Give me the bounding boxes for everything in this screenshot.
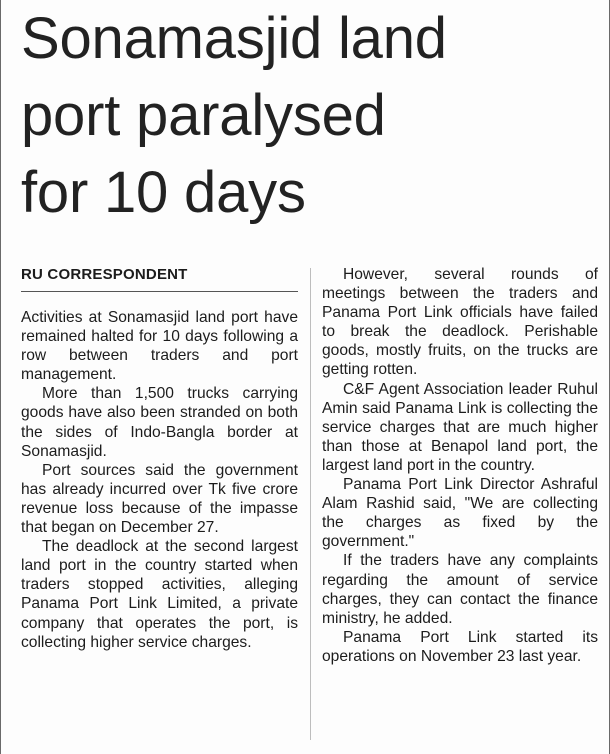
article-column-right: [322, 265, 598, 666]
headline-line-2: port paralysed: [21, 83, 386, 148]
paragraph: Panama Port Link Director Ashraful Alam Rashid said, "We are collecting the charges as fixed by the government.": [322, 476, 598, 551]
paragraph: Port sources said the government has already incurred over Tk five crore revenue loss because of the impasse that began on December 27.: [21, 461, 298, 537]
paragraph: However, several rounds of meetings between the traders and Panama Port Link officials have failed to break the deadlock. Perishable goods, mostly fruits, on the trucks are getting rotten.: [322, 266, 598, 379]
byline: RU CORRESPONDENT: [21, 265, 298, 292]
paragraph: C&F Agent Association leader Ruhul Amin said Panama Link is collecting the service charges that are much higher than those at Benapol land port, the largest land port in the country.: [322, 380, 598, 474]
column-divider: [310, 268, 311, 740]
headline-line-3: for 10 days: [21, 160, 306, 225]
paragraph: Activities at Sonamasjid land port have remained halted for 10 days following a row between traders and port management.: [21, 309, 298, 384]
paragraph: Panama Port Link started its operations on November 23 last year.: [322, 628, 598, 665]
headline: [21, 0, 606, 231]
article-column-left: [21, 265, 298, 652]
headline-line-1: Sonamasjid land: [21, 6, 447, 71]
paragraph: If the traders have any complaints regarding the amount of service charges, they can contact the finance ministry, he added.: [322, 552, 598, 627]
paragraph: The deadlock at the second largest land port in the country started when traders stopped activities, alleging Panama Port Link Limited, a private company that operates the port, is collecting higher service charges.: [21, 538, 298, 651]
paragraph: More than 1,500 trucks carrying goods have also been stranded on both the sides of Indo-Bangla border at Sonamasjid.: [21, 385, 298, 460]
